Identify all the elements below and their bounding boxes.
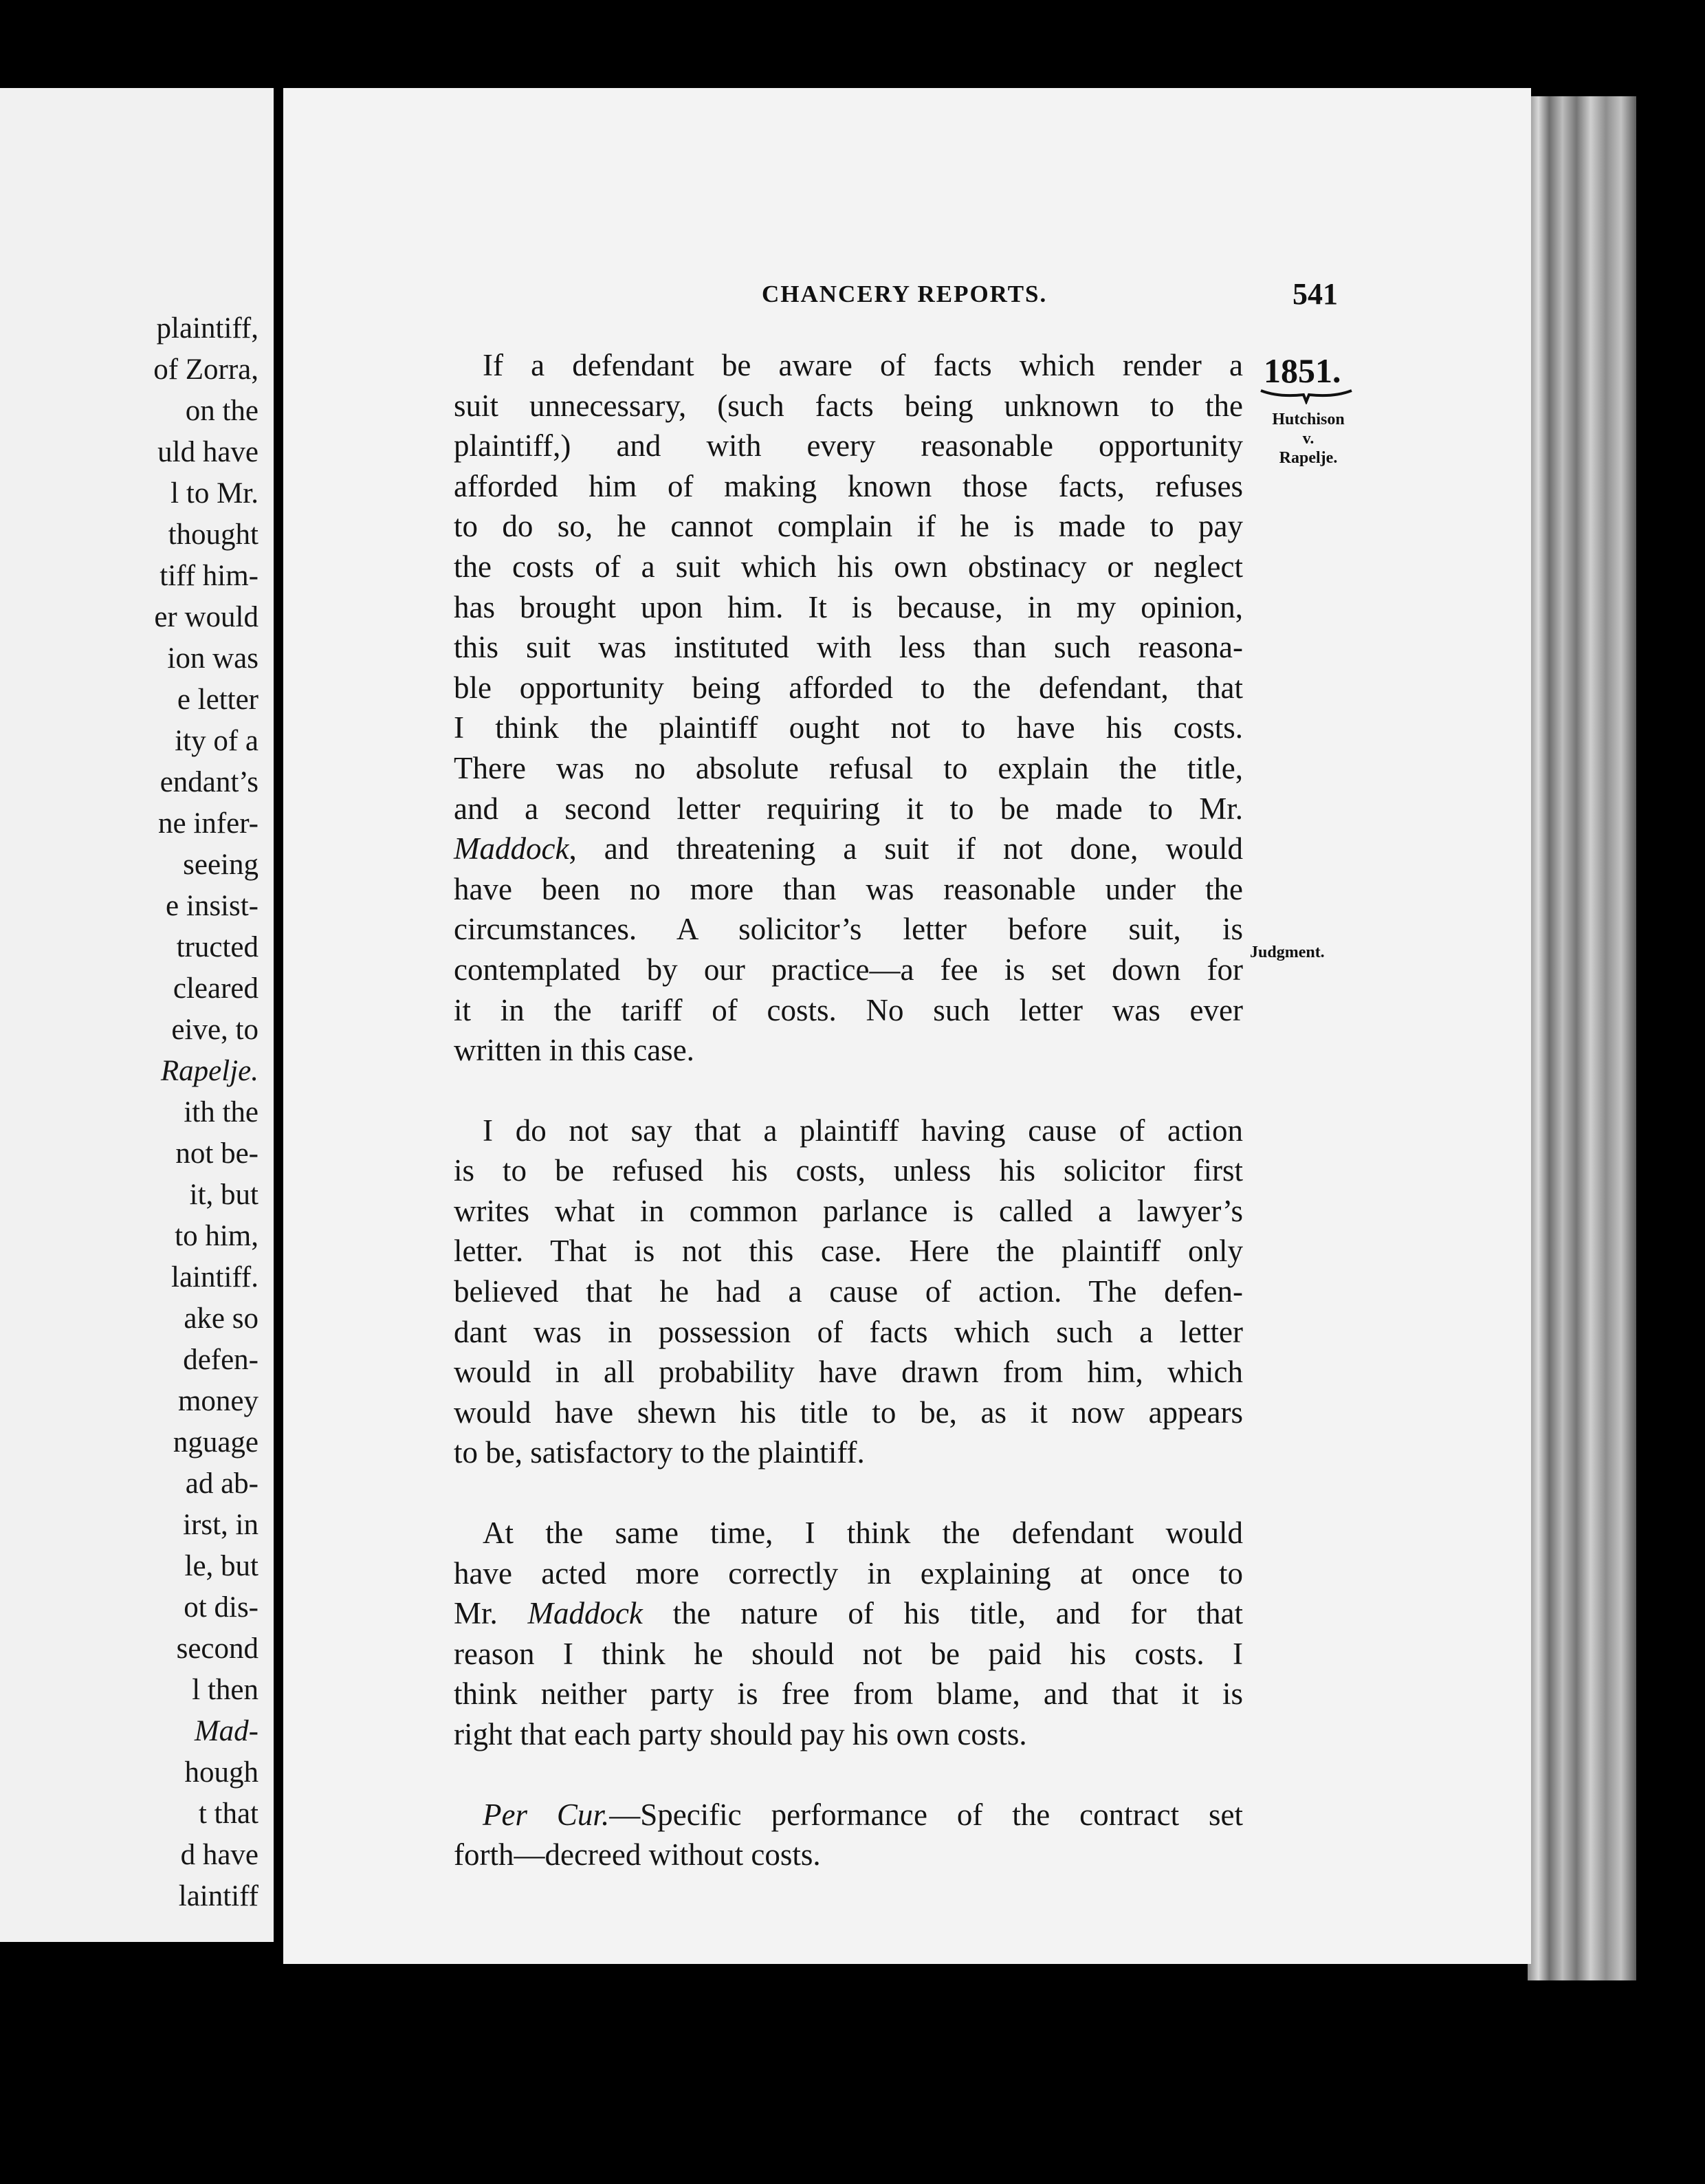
left-line: defen- bbox=[183, 1344, 258, 1376]
left-line: ith the bbox=[184, 1096, 258, 1128]
text-line: this suit was instituted with less than such reasona- bbox=[454, 630, 1243, 665]
text-line: have acted more correctly in explaining at once to bbox=[454, 1555, 1243, 1591]
text-line: circumstances. A solicitor’s letter before suit, is bbox=[454, 912, 1243, 947]
left-line: irst, in bbox=[183, 1509, 258, 1541]
text-line: has brought upon him. It is because, in my opinion, bbox=[454, 589, 1243, 624]
left-facing-page bbox=[0, 88, 274, 1942]
left-line: endant’s bbox=[160, 766, 258, 798]
left-line: nguage bbox=[173, 1426, 258, 1459]
left-line: ity of a bbox=[175, 725, 258, 757]
text-line: dant was in possession of facts which such a letter bbox=[454, 1314, 1243, 1349]
left-line: le, but bbox=[184, 1550, 258, 1582]
text-line: writes what in common parlance is called a lawyer’s bbox=[454, 1193, 1243, 1228]
left-line: ot dis- bbox=[184, 1591, 258, 1624]
text-line: right that each party should pay his own costs. bbox=[454, 1717, 1027, 1751]
text-line bbox=[454, 829, 1243, 869]
case-name-line: Rapelje. bbox=[1279, 449, 1338, 467]
opinion-text bbox=[454, 345, 1243, 1875]
text-line: forth—decreed without costs. bbox=[454, 1837, 821, 1872]
text-line: I do not say that a plaintiff having cause of action bbox=[483, 1113, 1243, 1148]
text-line: to do so, he cannot complain if he is made to pay bbox=[454, 509, 1243, 544]
text-line: reason I think he should not be paid his costs. I bbox=[454, 1636, 1243, 1671]
left-line: Rapelje. bbox=[160, 1055, 258, 1087]
text-line: would have shewn his title to be, as it now appears bbox=[454, 1395, 1243, 1430]
text-line: At the same time, I think the defendant would bbox=[483, 1516, 1243, 1551]
page-number: 541 bbox=[1292, 277, 1338, 311]
paragraph-4 bbox=[454, 1795, 1243, 1875]
left-line: hough bbox=[184, 1756, 258, 1789]
text-line: and a second letter requiring it to be made to Mr. bbox=[454, 791, 1243, 826]
text-line: to be, satisfactory to the plaintiff. bbox=[454, 1435, 865, 1470]
text-line: There was no absolute refusal to explain the title, bbox=[454, 750, 1243, 785]
left-line: cleared bbox=[173, 972, 258, 1005]
text-line: If a defendant be aware of facts which render a bbox=[483, 348, 1243, 382]
left-line: not be- bbox=[175, 1137, 258, 1170]
left-line: seeing bbox=[183, 849, 258, 881]
left-line: l to Mr. bbox=[170, 477, 258, 510]
left-line: eive, to bbox=[171, 1014, 258, 1046]
brace-ornament bbox=[1258, 386, 1354, 404]
text-line: have been no more than was reasonable under the bbox=[454, 871, 1243, 906]
text-line: I think the plaintiff ought not to have his costs. bbox=[454, 710, 1243, 745]
left-line: uld have bbox=[157, 436, 258, 468]
text-line: would in all probability have drawn from him, which bbox=[454, 1355, 1243, 1390]
text-fragment: —Specific performance of the contract set bbox=[609, 1797, 1243, 1832]
text-fragment: the nature of his title, and for that bbox=[672, 1596, 1244, 1631]
text-line: written in this case. bbox=[454, 1033, 694, 1068]
left-line: money bbox=[177, 1385, 258, 1417]
name-maddock: Maddock bbox=[454, 831, 569, 866]
left-line: d have bbox=[180, 1839, 258, 1871]
paragraph-2 bbox=[454, 1111, 1243, 1473]
text-line: plaintiff,) and with every reasonable opportunity bbox=[454, 428, 1243, 463]
text-line bbox=[454, 1593, 1243, 1634]
left-page-text bbox=[153, 308, 258, 1917]
paragraph-3 bbox=[454, 1513, 1243, 1755]
margin-judgment-note: Judgment. bbox=[1250, 943, 1325, 961]
text-line: contemplated by our practice—a fee is set down for bbox=[454, 952, 1243, 987]
text-line: believed that he had a cause of action. The defen- bbox=[454, 1274, 1243, 1309]
left-line: t that bbox=[198, 1798, 258, 1830]
text-fragment: Mr. bbox=[454, 1596, 498, 1631]
text-line: think neither party is free from blame, and that it is bbox=[454, 1677, 1243, 1712]
left-line: thought bbox=[168, 518, 258, 551]
margin-year: 1851. bbox=[1264, 351, 1341, 390]
case-name-line: Hutchison bbox=[1272, 411, 1345, 428]
left-line: l then bbox=[192, 1674, 258, 1706]
left-line: Mad- bbox=[194, 1715, 258, 1747]
left-line: ion was bbox=[167, 642, 258, 675]
left-line: tiff him- bbox=[160, 560, 258, 592]
text-line: it in the tariff of costs. No such letter was ever bbox=[454, 992, 1243, 1027]
text-line: is to be refused his costs, unless his solicitor first bbox=[454, 1153, 1243, 1188]
left-line: on the bbox=[185, 395, 258, 427]
case-name-line: v. bbox=[1302, 430, 1314, 448]
paragraph-1 bbox=[454, 345, 1243, 1071]
text-line: the costs of a suit which his own obstinacy or neglect bbox=[454, 549, 1243, 584]
left-line: laintiff bbox=[178, 1880, 258, 1912]
left-line: er would bbox=[154, 601, 258, 633]
left-line: tructed bbox=[176, 931, 258, 963]
left-line: second bbox=[176, 1632, 258, 1665]
name-maddock: Maddock bbox=[527, 1596, 643, 1631]
text-line: afforded him of making known those facts, refuses bbox=[454, 468, 1243, 503]
text-line bbox=[454, 1795, 1243, 1835]
left-line: ad ab- bbox=[185, 1467, 258, 1500]
running-head: CHANCERY REPORTS. bbox=[762, 281, 1048, 307]
page-stack-edge bbox=[1528, 96, 1636, 1980]
left-line: plaintiff, bbox=[156, 312, 258, 345]
text-line: ble opportunity being afforded to the defendant, that bbox=[454, 670, 1243, 705]
left-line: ake so bbox=[184, 1302, 258, 1335]
left-line: e insist- bbox=[166, 890, 258, 922]
left-line: e letter bbox=[177, 684, 258, 716]
left-line: ne infer- bbox=[158, 807, 258, 840]
text-line: suit unnecessary, (such facts being unknown to the bbox=[454, 388, 1243, 423]
left-line: of Zorra, bbox=[153, 353, 258, 386]
text-line: letter. That is not this case. Here the plaintiff only bbox=[454, 1234, 1243, 1269]
left-line: to him, bbox=[175, 1220, 258, 1252]
left-line: laintiff. bbox=[171, 1261, 258, 1293]
left-line: it, but bbox=[189, 1179, 258, 1211]
per-curiam-label: Per Cur. bbox=[483, 1797, 610, 1832]
margin-case-name bbox=[1257, 410, 1360, 468]
text-fragment: , and threatening a suit if not done, would bbox=[569, 831, 1243, 866]
